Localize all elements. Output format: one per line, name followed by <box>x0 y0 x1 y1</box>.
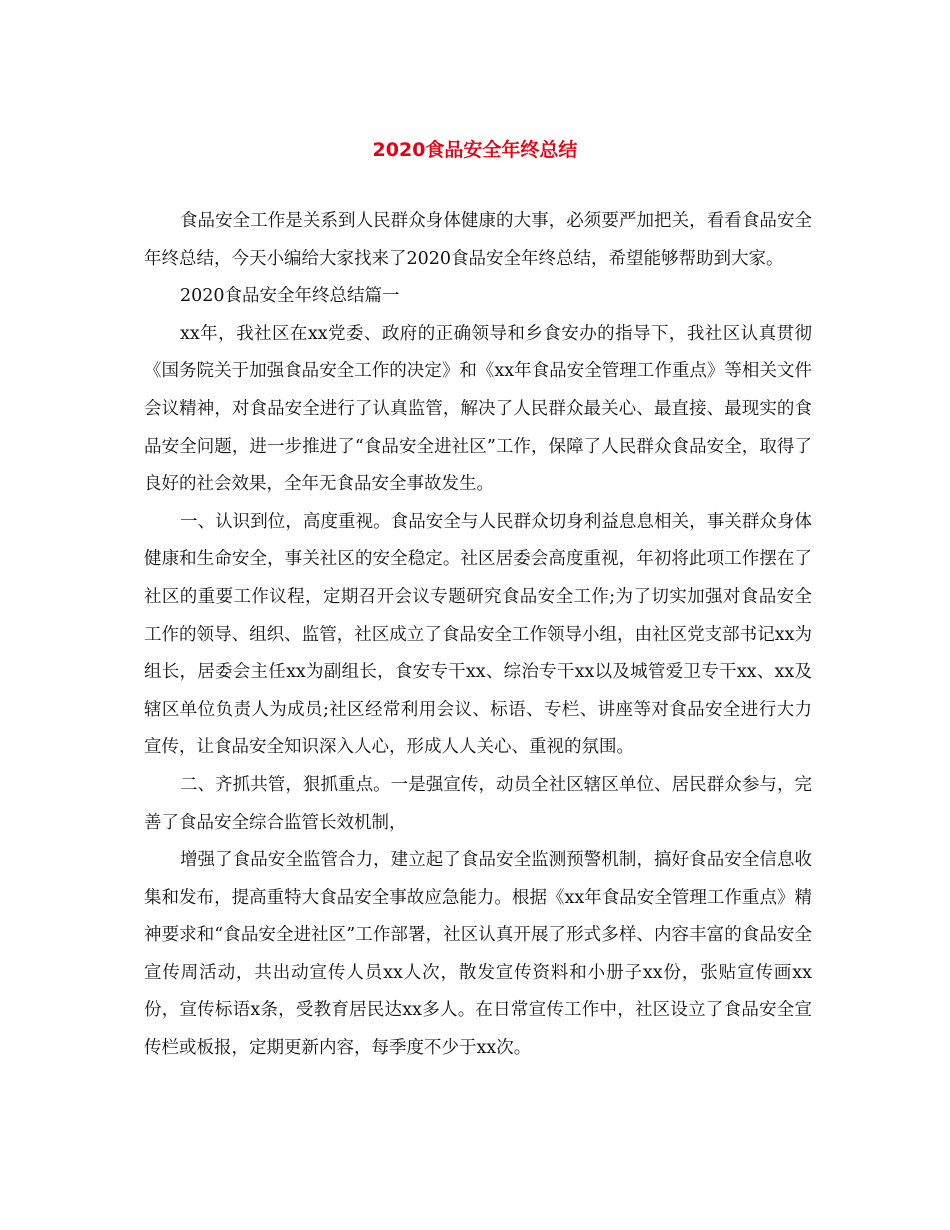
section-heading: 2020食品安全年终总结篇一 <box>180 286 400 307</box>
paragraph-intro: 食品安全工作是关系到人民群众身体健康的大事，必须要严加把关，看看食品安全年终总结，今天小编给大家找来了2020食品安全年终总结，希望能够帮助到大家。 <box>144 211 812 269</box>
paragraph-point-two-continued: 增强了食品安全监管合力，建立起了食品安全监测预警机制，搞好食品安全信息收集和发布，提高重特大食品安全事故应急能力。根据《xx年食品安全管理工作重点》精神要求和“食品安全进社区”工作部署，社区认真开展了形式多样、内容丰富的食品安全宣传周活动，共出动宣传人员xx人次，散发宣传资料和小册子xx份，张贴宣传画xx份，宣传标语x条，受教育居民达xx多人。在日常宣传工作中，社区设立了食品安全宣传栏或板报，定期更新内容，每季度不少于xx次。 <box>144 850 812 1059</box>
document-body <box>144 203 812 1068</box>
paragraph-point-two: 二、齐抓共管，狠抓重点。一是强宣传，动员全社区辖区单位、居民群众参与，完善了食品安全综合监管长效机制， <box>144 774 812 833</box>
document-title: 2020食品安全年终总结 <box>372 139 578 161</box>
paragraph-point-one: 一、认识到位，高度重视。食品安全与人民群众切身利益息息相关，事关群众身体健康和生命安全，事关社区的安全稳定。社区居委会高度重视，年初将此项工作摆在了社区的重要工作议程，定期召开会议专题研究食品安全工作;为了切实加强对食品安全工作的领导、组织、监管，社区成立了食品安全工作领导小组，由社区党支部书记xx为组长，居委会主任xx为副组长，食安专干xx、综治专干xx以及城管爱卫专干xx、xx及辖区单位负责人为成员;社区经常利用会议、标语、专栏、讲座等对食品安全进行大力宣传，让食品安全知识深入人心，形成人人关心、重视的氛围。 <box>144 511 812 758</box>
paragraph-overview: xx年，我社区在xx党委、政府的正确领导和乡食安办的指导下，我社区认真贯彻《国务院关于加强食品安全工作的决定》和《xx年食品安全管理工作重点》等相关文件会议精神，对食品安全进行了认真监管，解决了人民群众最关心、最直接、最现实的食品安全问题，进一步推进了“食品安全进社区”工作，保障了人民群众食品安全，取得了良好的社会效果，全年无食品安全事故发生。 <box>144 323 812 495</box>
